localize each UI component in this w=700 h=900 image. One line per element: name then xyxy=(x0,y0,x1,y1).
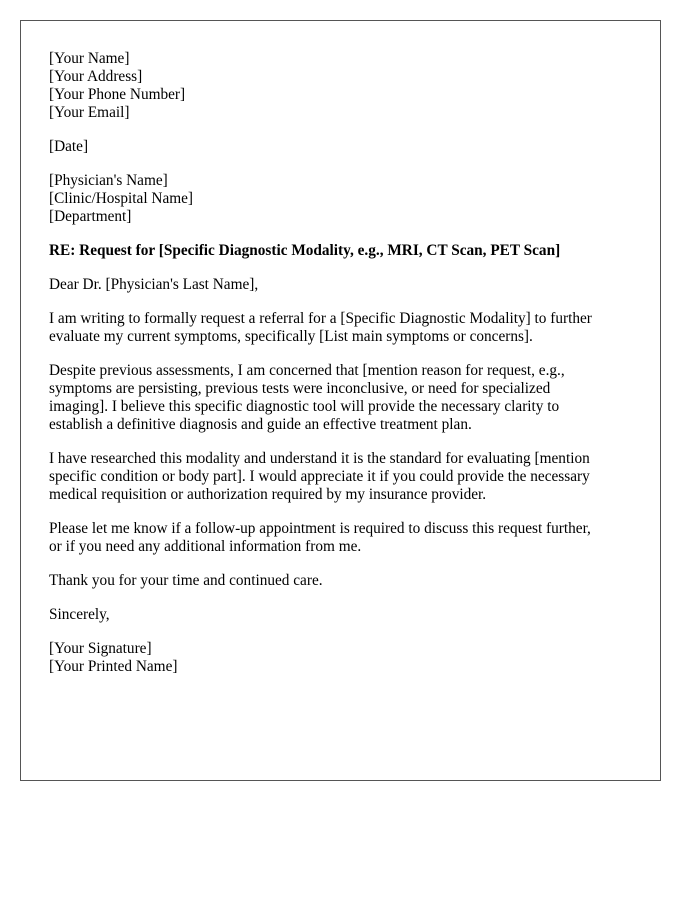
paragraph-line: I am writing to formally request a referral for a [Specific Diagnostic Modality] to further xyxy=(49,310,592,327)
salutation-text: Dear Dr. [Physician's Last Name], xyxy=(49,276,259,293)
printed-name: [Your Printed Name] xyxy=(49,658,178,675)
signature-block xyxy=(49,640,640,676)
paragraph-line: or if you need any additional information from me. xyxy=(49,538,362,555)
paragraph-line: Please let me know if a follow-up appointment is required to discuss this request further, xyxy=(49,520,591,537)
body-paragraph-4 xyxy=(49,520,640,556)
subject-text: RE: Request for [Specific Diagnostic Modality, e.g., MRI, CT Scan, PET Scan] xyxy=(49,242,561,259)
sender-address: [Your Address] xyxy=(49,68,143,85)
paragraph-line: Despite previous assessments, I am concerned that [mention reason for request, e.g., xyxy=(49,362,565,379)
closing-text: Sincerely, xyxy=(49,606,110,623)
paragraph-line: establish a definitive diagnosis and guide an effective treatment plan. xyxy=(49,416,472,433)
recipient-department: [Department] xyxy=(49,208,132,225)
sender-name: [Your Name] xyxy=(49,50,130,67)
paragraph-line: symptoms are persisting, previous tests were inconclusive, or need for specialized xyxy=(49,380,551,397)
salutation xyxy=(49,276,640,294)
body-paragraph-3 xyxy=(49,450,640,504)
date: [Date] xyxy=(49,138,89,155)
paragraph-line: I have researched this modality and understand it is the standard for evaluating [mention xyxy=(49,450,590,467)
subject-line xyxy=(49,242,640,260)
closing xyxy=(49,606,640,624)
recipient-clinic: [Clinic/Hospital Name] xyxy=(49,190,194,207)
recipient-name: [Physician's Name] xyxy=(49,172,168,189)
paragraph-line: specific condition or body part]. I would appreciate it if you could provide the necessary xyxy=(49,468,590,485)
letter-content xyxy=(49,50,640,692)
letter-page xyxy=(20,20,661,781)
sender-block xyxy=(49,50,640,122)
body-paragraph-5 xyxy=(49,572,640,590)
paragraph-line: imaging]. I believe this specific diagnostic tool will provide the necessary clarity to xyxy=(49,398,560,415)
date-block xyxy=(49,138,640,156)
recipient-block xyxy=(49,172,640,226)
paragraph-line: Thank you for your time and continued care. xyxy=(49,572,323,589)
paragraph-line: evaluate my current symptoms, specifically [List main symptoms or concerns]. xyxy=(49,328,533,345)
body-paragraph-1 xyxy=(49,310,640,346)
sender-email: [Your Email] xyxy=(49,104,130,121)
sender-phone: [Your Phone Number] xyxy=(49,86,186,103)
paragraph-line: medical requisition or authorization required by my insurance provider. xyxy=(49,486,487,503)
signature: [Your Signature] xyxy=(49,640,152,657)
body-paragraph-2 xyxy=(49,362,640,434)
